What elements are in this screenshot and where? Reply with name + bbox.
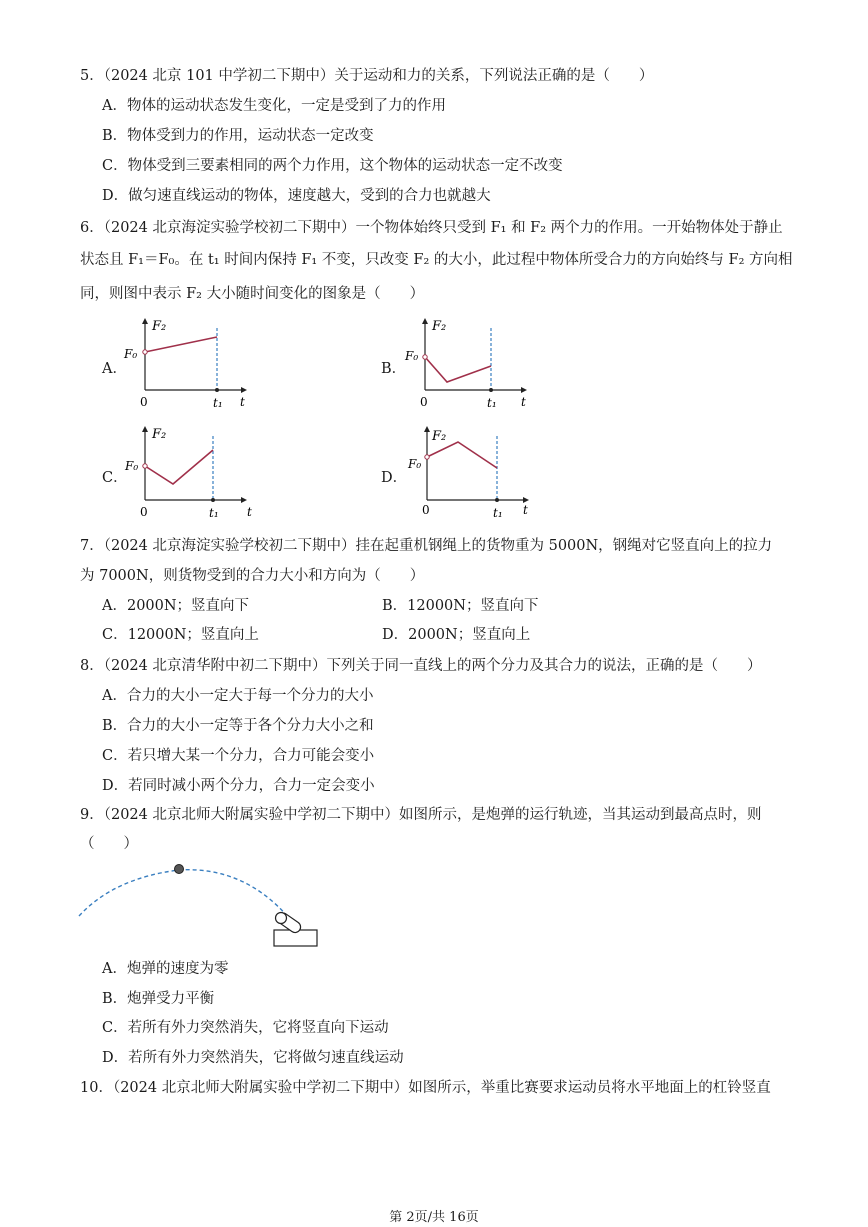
q9-option-d: D．若所有外力突然消失，它将做匀速直线运动 — [102, 1050, 404, 1066]
q9-stem-line1: 9．（2024 北京北师大附属实验中学初二下期中）如图所示，是炮弹的运行轨迹，当其运动到最高点时，则 — [80, 807, 762, 823]
q6b-f0-label: F₀ — [405, 349, 419, 363]
q5-option-b: B．物体受到力的作用，运动状态一定改变 — [102, 128, 374, 144]
q6-graph-b — [400, 316, 540, 412]
page-footer: 第 2页/共 16页 — [389, 1210, 479, 1225]
q6b-x-axis-label: t — [521, 395, 526, 409]
q9-option-a: A．炮弹的速度为零 — [102, 961, 229, 977]
q6c-x-axis-label: t — [247, 505, 252, 519]
q9-stem-line2: （ ） — [80, 836, 138, 852]
q6-label-b: B． — [381, 361, 407, 377]
q9-option-b: B．炮弹受力平衡 — [102, 991, 215, 1007]
q10-stem-line1: 10．（2024 北京北师大附属实验中学初二下期中）如图所示，举重比赛要求运动员将水平地面上的杠铃竖直 — [80, 1080, 771, 1096]
cannon-icon — [274, 911, 317, 946]
q7-stem-line1: 7．（2024 北京海淀实验学校初二下期中）挂在起重机钢绳上的货物重为 5000N，钢绳对它竖直向上的拉力 — [80, 538, 773, 554]
q8-option-c: C．若只增大某一个分力，合力可能会变小 — [102, 748, 375, 764]
q6a-y-axis-label: F₂ — [152, 319, 167, 334]
q6a-x-axis-label: t — [240, 395, 245, 409]
q5-stem: 5．（2024 北京 101 中学初二下期中）关于运动和力的关系，下列说法正确的是（ ） — [80, 68, 654, 84]
q6d-t1-label: t₁ — [493, 506, 503, 520]
q7-stem-line2: 为 7000N，则货物受到的合力大小和方向为（ ） — [80, 568, 425, 584]
q6d-f0-label: F₀ — [408, 457, 422, 471]
q5-option-a: A．物体的运动状态发生变化，一定是受到了力的作用 — [102, 98, 446, 114]
q6-label-d: D． — [381, 470, 408, 486]
q8-option-d: D．若同时减小两个分力，合力一定会变小 — [102, 778, 375, 794]
q6d-y-axis-label: F₂ — [432, 429, 447, 444]
q6b-y-axis-label: F₂ — [432, 319, 447, 334]
q8-option-b: B．合力的大小一定等于各个分力大小之和 — [102, 718, 374, 734]
q7-option-b: B．12000N；竖直向下 — [382, 598, 539, 614]
q6-graph-c — [120, 424, 260, 520]
q6-stem-line1: 6．（2024 北京海淀实验学校初二下期中）一个物体始终只受到 F₁ 和 F₂ 两个力的作用。一开始物体处于静止 — [80, 220, 783, 236]
q5-option-c: C．物体受到三要素相同的两个力作用，这个物体的运动状态一定不改变 — [102, 158, 563, 174]
q6-label-a: A． — [102, 361, 127, 377]
q6d-origin-label: 0 — [422, 503, 430, 517]
q6a-t1-label: t₁ — [213, 396, 223, 410]
q6d-x-axis-label: t — [523, 503, 528, 517]
q6a-origin-label: 0 — [140, 395, 148, 409]
q6b-origin-label: 0 — [420, 395, 428, 409]
q6-stem-line3: 同，则图中表示 F₂ 大小随时间变化的图象是（ ） — [80, 286, 425, 302]
q6c-origin-label: 0 — [140, 505, 148, 519]
q6c-y-axis-label: F₂ — [152, 427, 167, 442]
q8-option-a: A．合力的大小一定大于每一个分力的大小 — [102, 688, 374, 704]
q6-graph-d — [402, 424, 542, 520]
q7-option-a: A．2000N；竖直向下 — [102, 598, 250, 614]
q9-cannon-figure — [74, 856, 334, 956]
q6-stem-line2: 状态且 F₁＝F₀。在 t₁ 时间内保持 F₁ 不变，只改变 F₂ 的大小，此过程中物体所受合力的方向始终与 F₂ 方向相 — [80, 252, 793, 268]
q7-option-c: C．12000N；竖直向上 — [102, 627, 259, 643]
q7-option-d: D．2000N；竖直向上 — [382, 627, 531, 643]
q5-option-d: D．做匀速直线运动的物体，速度越大，受到的合力也就越大 — [102, 188, 491, 204]
q8-stem: 8．（2024 北京清华附中初二下期中）下列关于同一直线上的两个分力及其合力的说法，正确的是（ ） — [80, 658, 762, 674]
q6-graph-a — [120, 316, 260, 412]
trajectory-path — [79, 870, 289, 918]
q6c-f0-label: F₀ — [125, 459, 139, 473]
q6b-t1-label: t₁ — [487, 396, 497, 410]
q6c-t1-label: t₁ — [209, 506, 219, 520]
q6a-f0-label: F₀ — [124, 347, 138, 361]
cannonball-icon — [175, 865, 184, 874]
q6-label-c: C． — [102, 470, 128, 486]
q9-option-c: C．若所有外力突然消失，它将竖直向下运动 — [102, 1020, 389, 1036]
